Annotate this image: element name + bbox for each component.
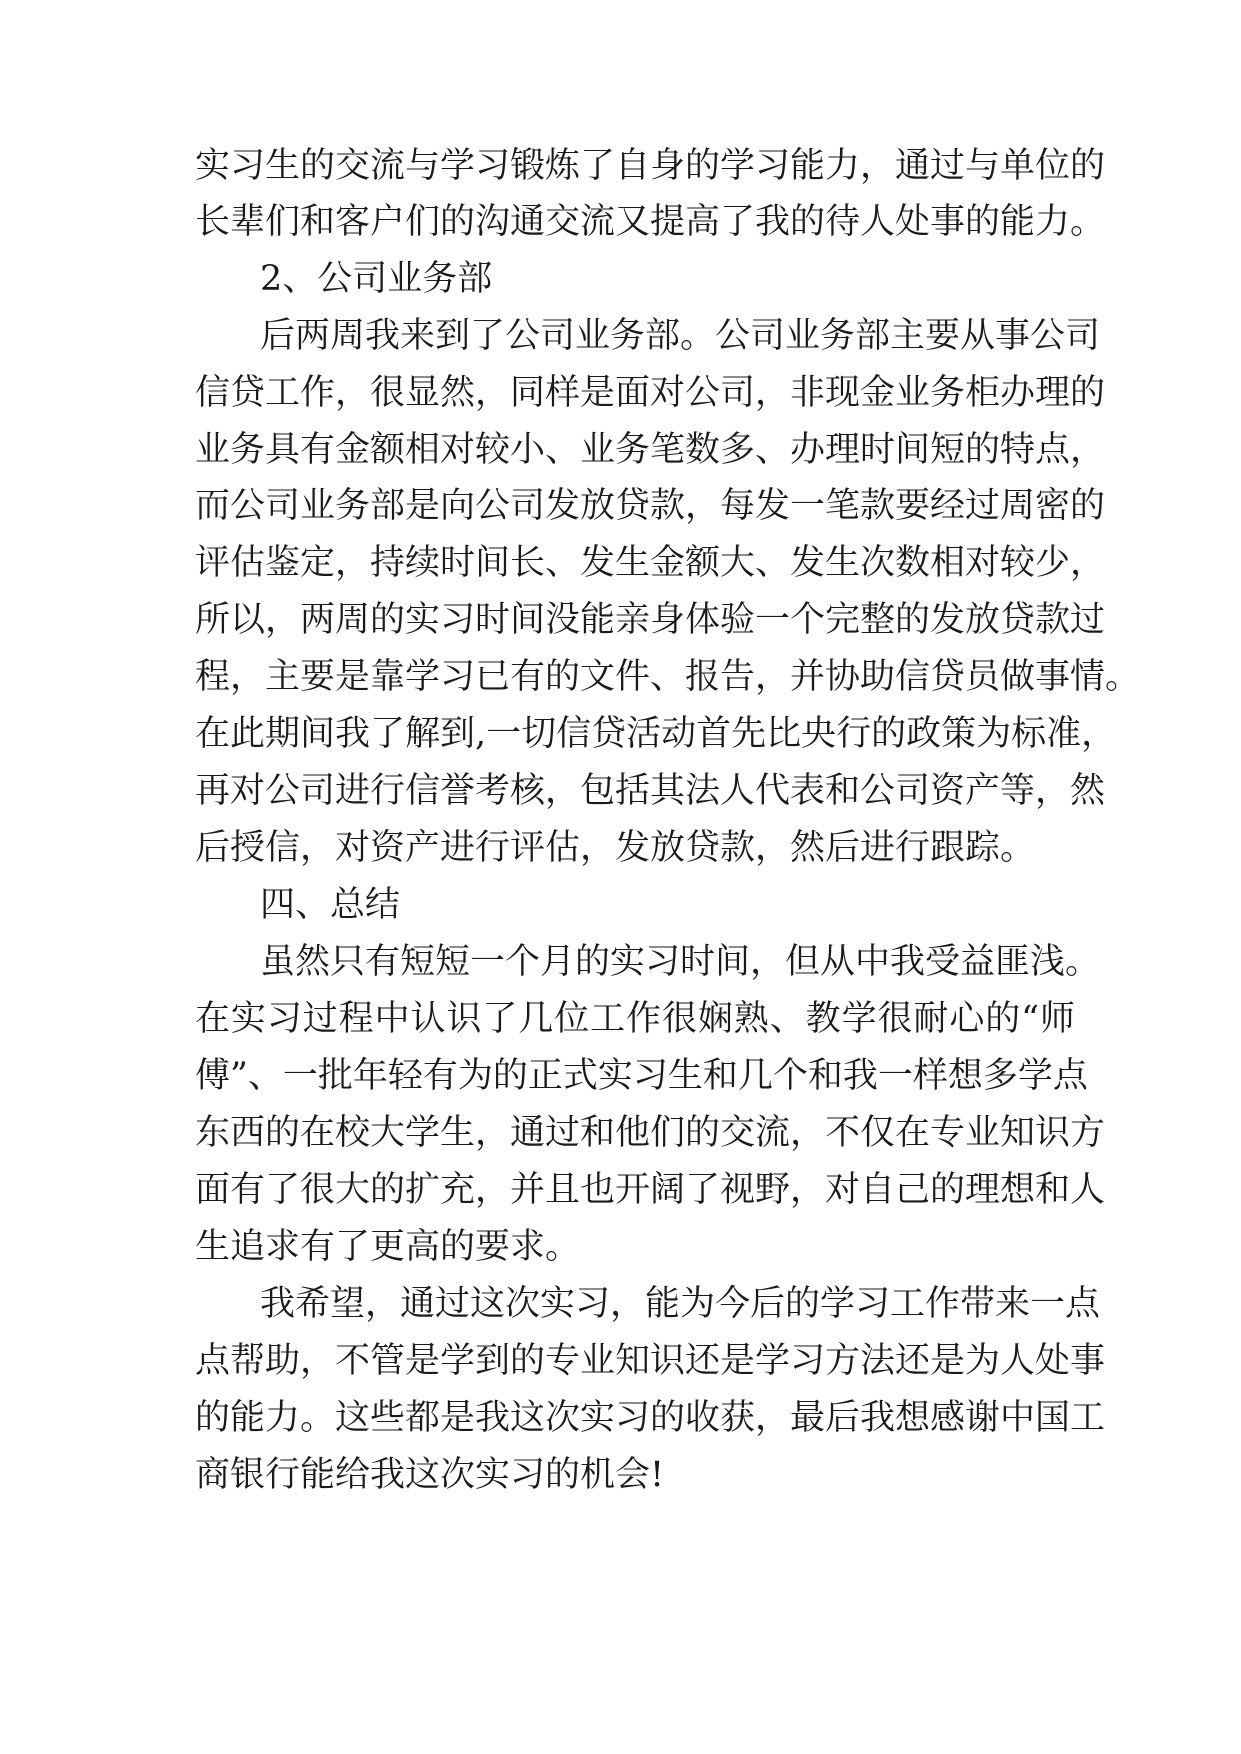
section-heading: 2、公司业务部 bbox=[260, 259, 493, 299]
text-line: 所以，两周的实习时间没能亲身体验一个完整的发放贷款过 bbox=[195, 600, 1106, 640]
text-line: 再对公司进行信誉考核，包括其法人代表和公司资产等，然 bbox=[195, 771, 1106, 811]
text-line: 业务具有金额相对较小、业务笔数多、办理时间短的特点， bbox=[195, 430, 1106, 470]
text-line: 点帮助，不管是学到的专业知识还是学习方法还是为人处事 bbox=[195, 1341, 1106, 1381]
text-line: 我希望，通过这次实习，能为今后的学习工作带来一点 bbox=[260, 1284, 1101, 1324]
text-line: 程，主要是靠学习已有的文件、报告，并协助信贷员做事情。 bbox=[195, 657, 1141, 697]
text-line: 实习生的交流与学习锻炼了自身的学习能力，通过与单位的 bbox=[195, 146, 1106, 186]
text-line: 商银行能给我这次实习的机会! bbox=[195, 1455, 665, 1495]
text-line: 后两周我来到了公司业务部。公司业务部主要从事公司 bbox=[260, 316, 1101, 356]
text-line: 生追求有了更高的要求。 bbox=[195, 1227, 581, 1267]
section-heading: 四、总结 bbox=[260, 885, 401, 925]
text-line: 虽然只有短短一个月的实习时间，但从中我受益匪浅。 bbox=[260, 942, 1101, 982]
text-line: 东西的在校大学生，通过和他们的交流，不仅在专业知识方 bbox=[195, 1113, 1106, 1153]
text-line: 面有了很大的扩充，并且也开阔了视野，对自己的理想和人 bbox=[195, 1170, 1106, 1210]
text-line: 信贷工作，很显然，同样是面对公司，非现金业务柜办理的 bbox=[195, 373, 1106, 413]
text-line: 而公司业务部是向公司发放贷款，每发一笔款要经过周密的 bbox=[195, 486, 1106, 526]
text-line: 在实习过程中认识了几位工作很娴熟、教学很耐心的“师 bbox=[195, 999, 1075, 1039]
text-line: 在此期间我了解到,一切信贷活动首先比央行的政策为标准， bbox=[195, 714, 1117, 754]
text-line: 傅”、一批年轻有为的正式实习生和几个和我一样想多学点 bbox=[195, 1056, 1088, 1096]
text-line: 长辈们和客户们的沟通交流又提高了我的待人处事的能力。 bbox=[195, 202, 1106, 242]
text-line: 后授信，对资产进行评估，发放贷款，然后进行跟踪。 bbox=[195, 828, 1036, 868]
text-line: 评估鉴定，持续时间长、发生金额大、发生次数相对较少， bbox=[195, 543, 1106, 583]
text-line: 的能力。这些都是我这次实习的收获，最后我想感谢中国工 bbox=[195, 1398, 1106, 1438]
